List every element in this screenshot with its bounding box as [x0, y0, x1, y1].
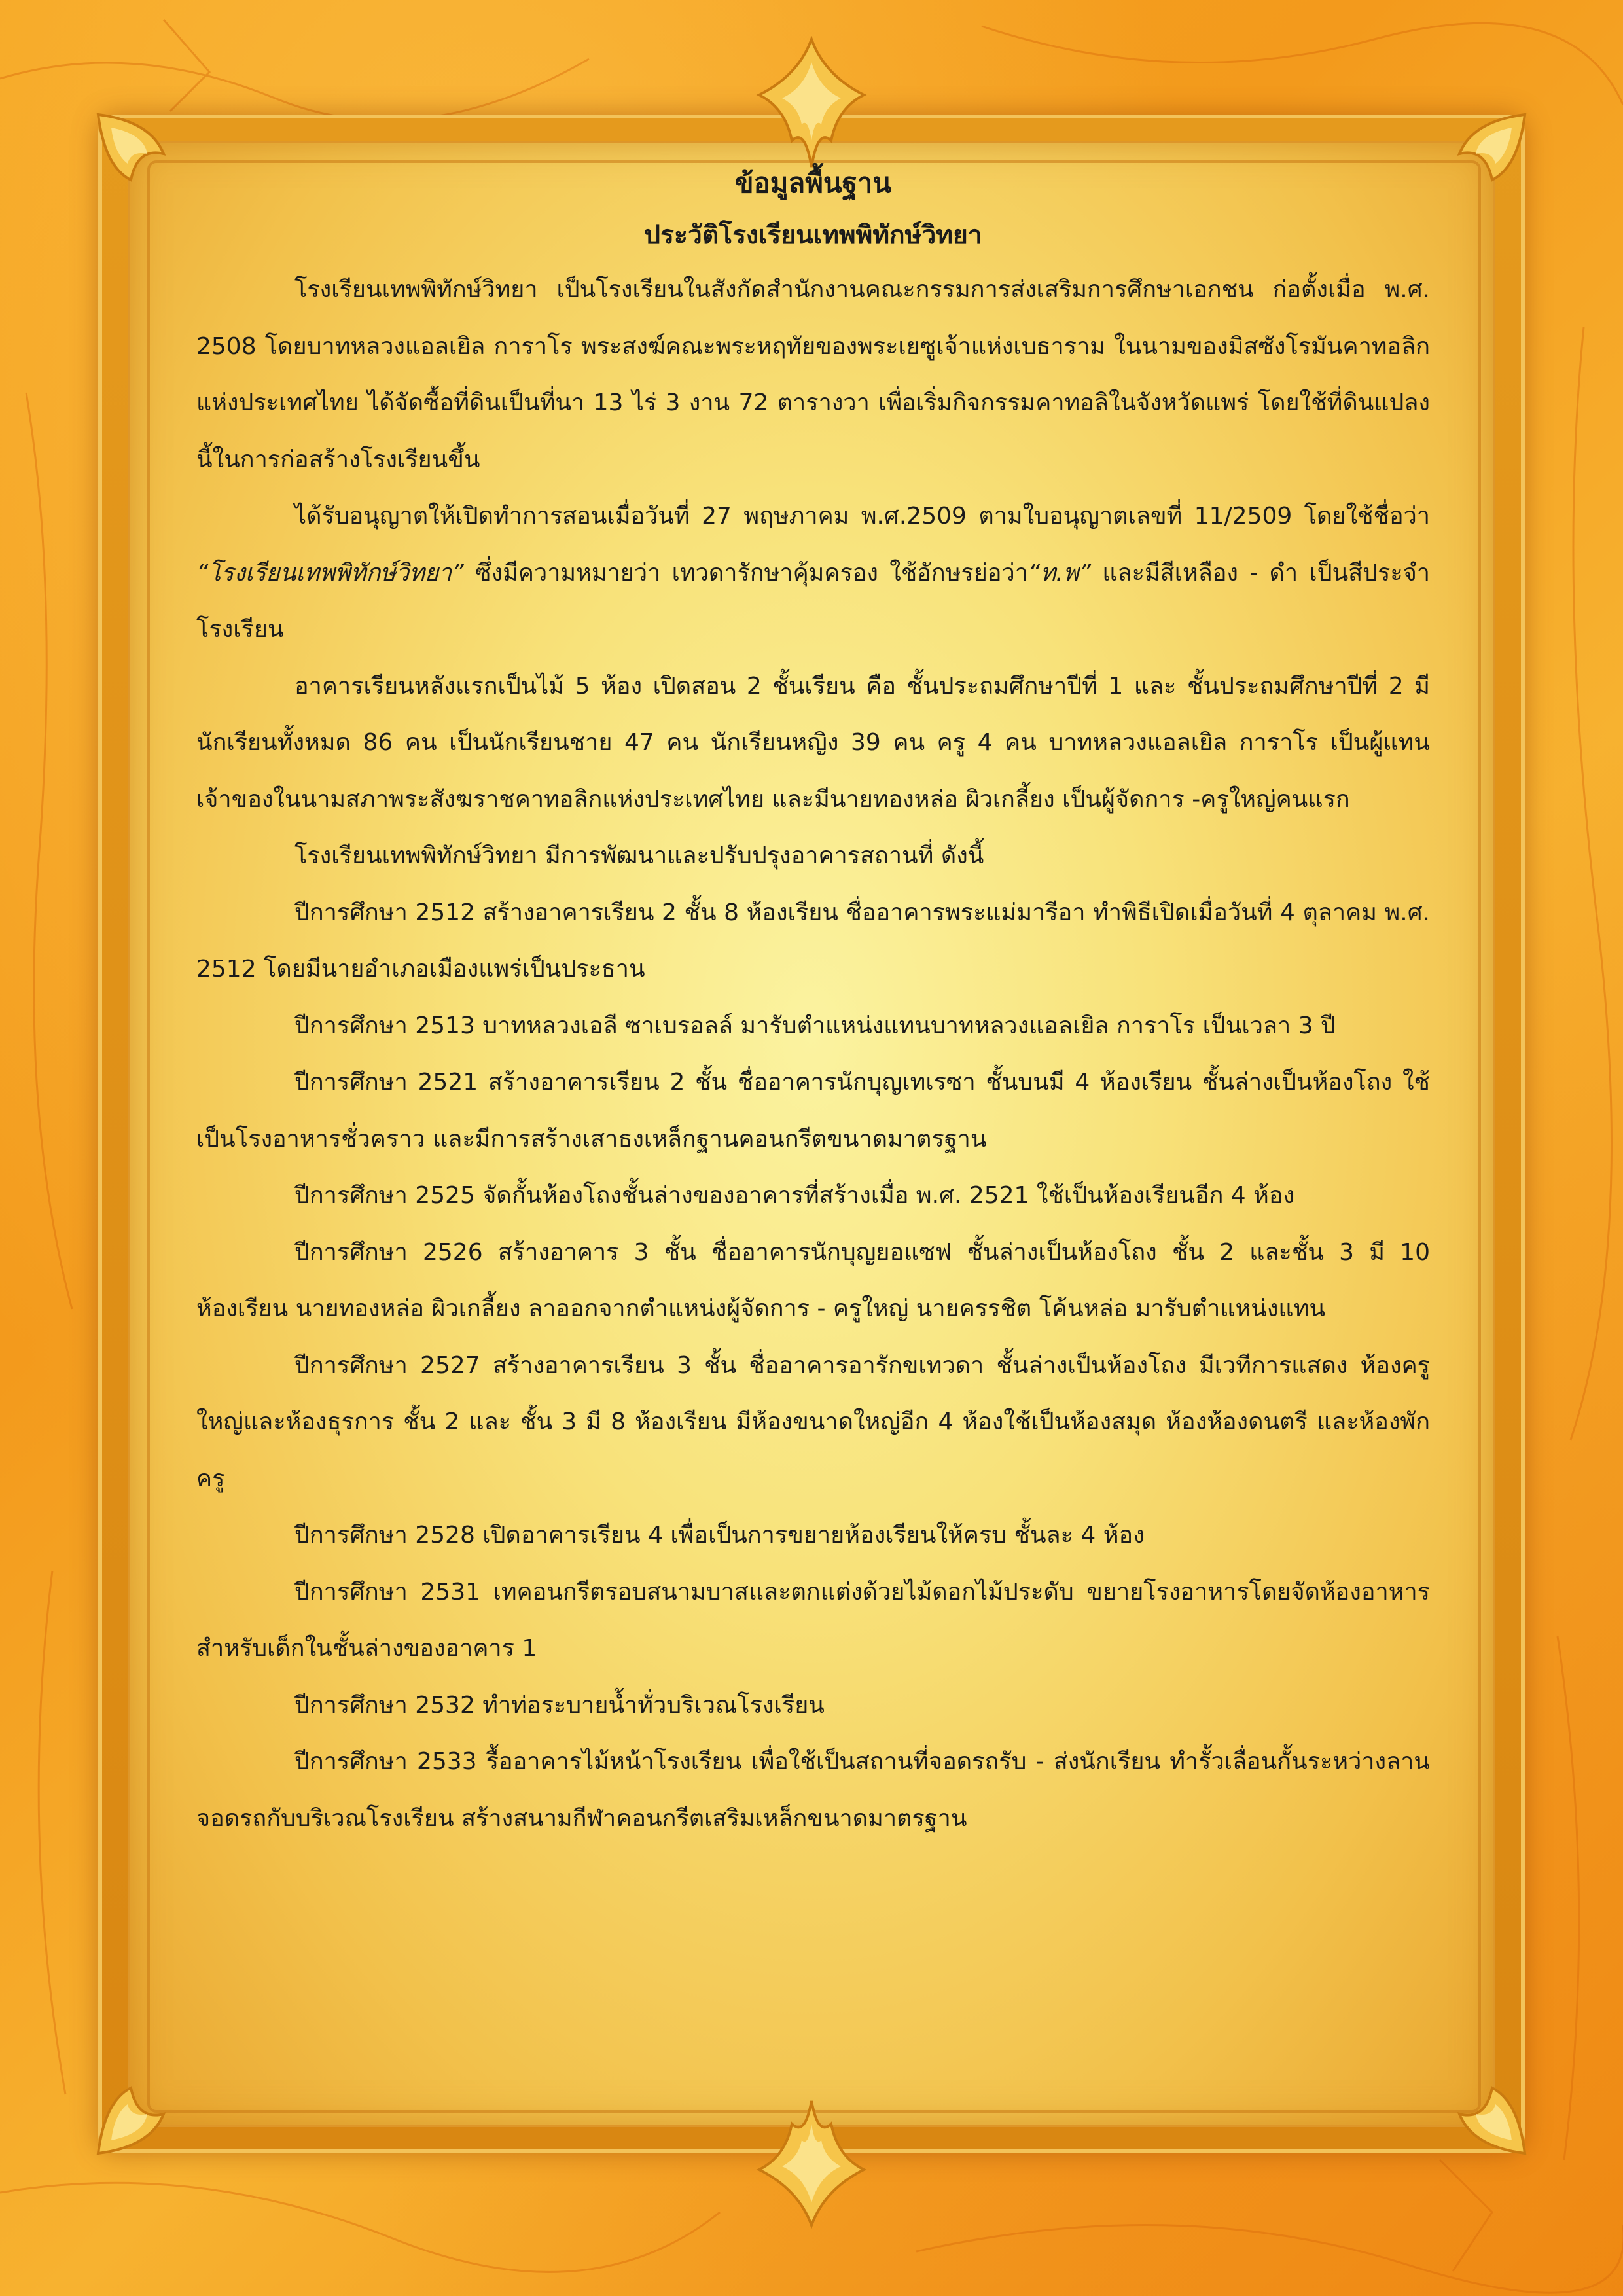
paragraph-development-intro: โรงเรียนเทพพิทักษ์วิทยา มีการพัฒนาและปรับปรุงอาคารสถานที่ ดังนี้	[294, 842, 984, 869]
paragraph-founding: โรงเรียนเทพพิทักษ์วิทยา เป็นโรงเรียนในสังกัดสำนักงานคณะกรรมการส่งเสริมการศึกษาเอกชน ก่อตั้งเมื่อ พ.ศ. 2508 โดยบาทหลวงแอลเยิล การาโร พระสงฆ์คณะพระหฤทัยของพระเยซูเจ้าแห่งเบธาราม ในนามของมิสซังโรมันคาทอลิกแห่งประเทศไทย ได้จัดซื้อที่ดินเป็นที่นา 13 ไร่ 3 งาน 72 ตารางวา เพื่อเริ่มกิจกรรมคาทอลิในจังหวัดแพร่ โดยใช้ที่ดินแปลงนี้ในการก่อสร้างโรงเรียนขึ้น	[196, 276, 1431, 473]
abbreviation-quoted: “ท.พ”	[1027, 559, 1092, 586]
paragraph-year-2528: ปีการศึกษา 2528 เปิดอาคารเรียน 4 เพื่อเป็นการขยายห้องเรียนให้ครบ ชั้นละ 4 ห้อง	[294, 1522, 1145, 1549]
corner-ornament-bottom-right-icon	[1414, 2042, 1531, 2160]
license-text-start: ได้รับอนุญาตให้เปิดทำการสอนเมื่อวันที่ 27 พฤษภาคม พ.ศ.2509 ตามใบอนุญาตเลขที่ 11/2509 โดยใช้ชื่อว่า	[294, 503, 1430, 529]
bottom-center-ornament-icon	[733, 2098, 890, 2229]
paragraph-year-2533: ปีการศึกษา 2533 รื้ออาคารไม้หน้าโรงเรียน เพื่อใช้เป็นสถานที่จอดรถรับ - ส่งนักเรียน ทำรั้วเลื่อนกั้นระหว่างลานจอดรถกับบริเวณโรงเรียน สร้างสนามกีฬาคอนกรีตเสริมเหล็กขนาดมาตรฐาน	[196, 1748, 1430, 1832]
page-title: ข้อมูลพื้นฐาน	[734, 167, 892, 199]
corner-ornament-top-left-icon	[92, 108, 209, 226]
paragraph-year-2513: ปีการศึกษา 2513 บาทหลวงเอลี ซาเบรอลล์ มารับตำแหน่งแทนบาทหลวงแอลเยิล การาโร เป็นเวลา 3 ปี	[294, 1012, 1336, 1039]
paragraph-year-2526: ปีการศึกษา 2526 สร้างอาคาร 3 ชั้น ชื่ออาคารนักบุญยอแซฟ ชั้นล่างเป็นห้องโถง ชั้น 2 และชั้น 3 มี 10 ห้องเรียน นายทองหล่อ ผิวเกลี้ยง ลาออกจากตำแหน่งผู้จัดการ - ครูใหญ่ นายครรชิต โค้นหล่อ มารับตำแหน่งแทน	[196, 1238, 1430, 1322]
corner-ornament-bottom-left-icon	[92, 2042, 209, 2160]
paragraph-year-2527: ปีการศึกษา 2527 สร้างอาคารเรียน 3 ชั้น ชื่ออาคารอารักขเทวดา ชั้นล่างเป็นห้องโถง มีเวทีการแสดง ห้องครูใหญ่และห้องธุรการ ชั้น 2 และ ชั้น 3 มี 8 ห้องเรียน มีห้องขนาดใหญ่อีก 4 ห้องใช้เป็นห้องสมุด ห้องห้องดนตรี และห้องพักครู	[196, 1352, 1430, 1492]
paragraph-first-building: อาคารเรียนหลังแรกเป็นไม้ 5 ห้อง เปิดสอน 2 ชั้นเรียน คือ ชั้นประถมศึกษาปีที่ 1 และ ชั้นประถมศึกษาปีที่ 2 มีนักเรียนทั้งหมด 86 คน เป็นนักเรียนชาย 47 คน นักเรียนหญิง 39 คน ครู 4 คน บาทหลวงแอลเยิล การาโร เป็นผู้แทนเจ้าของในนามสภาพระสังฆราชคาทอลิกแห่งประเทศไทย และมีนายทองหล่อ ผิวเกลี้ยง เป็นผู้จัดการ -ครูใหญ่คนแรก	[196, 672, 1430, 813]
license-text-end: และมีสีเหลือง - ดำ เป็นสีประจำโรงเรียน	[196, 559, 1430, 643]
paragraph-year-2521: ปีการศึกษา 2521 สร้างอาคารเรียน 2 ชั้น ชื่ออาคารนักบุญเทเรซา ชั้นบนมี 4 ห้องเรียน ชั้นล่างเป็นห้องโถง ใช้เป็นโรงอาหารชั่วคราว และมีการสร้างเสาธงเหล็กฐานคอนกรีตขนาดมาตรฐาน	[196, 1069, 1430, 1153]
corner-ornament-top-right-icon	[1414, 108, 1531, 226]
document-body	[196, 157, 1430, 1847]
school-name-quoted: “โรงเรียนเทพพิทักษ์วิทยา”	[196, 559, 464, 586]
paragraph-year-2525: ปีการศึกษา 2525 จัดกั้นห้องโถงชั้นล่างของอาคารที่สร้างเมื่อ พ.ศ. 2521 ใช้เป็นห้องเรียนอีก 4 ห้อง	[294, 1182, 1295, 1209]
paragraph-license	[196, 488, 1430, 658]
paragraph-year-2531: ปีการศึกษา 2531 เทคอนกรีตรอบสนามบาสและตกแต่งด้วยไม้ดอกไม้ประดับ ขยายโรงอาหารโดยจัดห้องอาหารสำหรับเด็กในชั้นล่างของอาคาร 1	[196, 1578, 1430, 1662]
license-text-middle: ซึ่งมีความหมายว่า เทวดารักษาคุ้มครอง ใช้อักษรย่อว่า	[463, 559, 1028, 586]
section-subtitle: ประวัติโรงเรียนเทพพิทักษ์วิทยา	[644, 221, 982, 250]
paragraph-year-2512: ปีการศึกษา 2512 สร้างอาคารเรียน 2 ชั้น 8 ห้องเรียน ชื่ออาคารพระแม่มารีอา ทำพิธีเปิดเมื่อวันที่ 4 ตุลาคม พ.ศ. 2512 โดยมีนายอำเภอเมืองแพร่เป็นประธาน	[196, 899, 1430, 982]
paragraph-year-2532: ปีการศึกษา 2532 ทำท่อระบายน้ำทั่วบริเวณโรงเรียน	[294, 1691, 825, 1719]
